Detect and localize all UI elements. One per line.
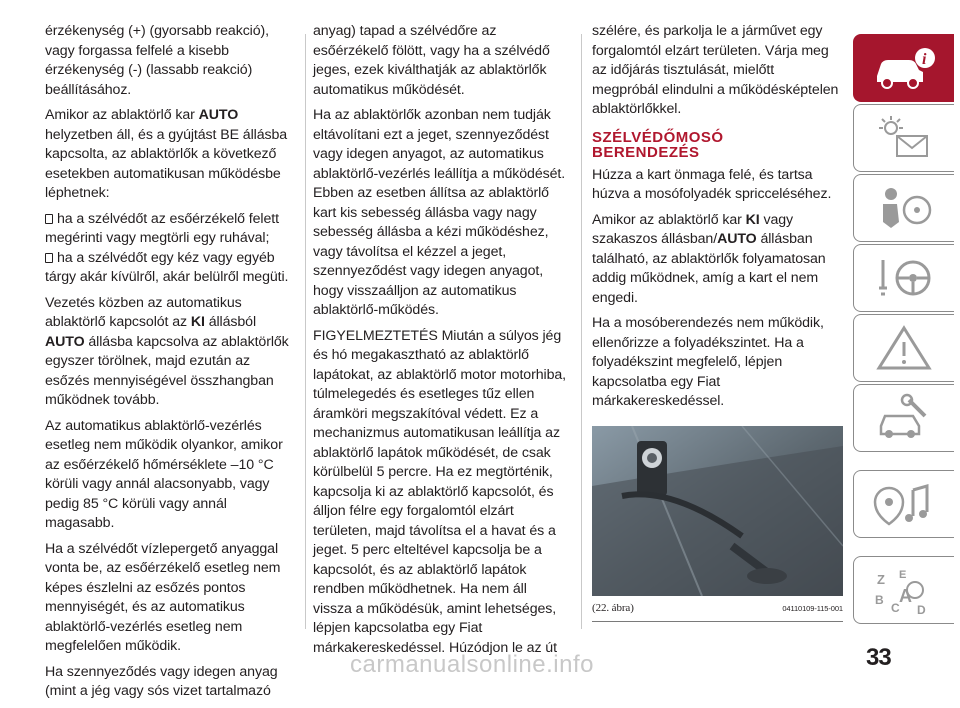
- bold-term: KI: [190, 314, 205, 330]
- bullet-icon: [45, 214, 53, 224]
- text-run: Amikor az ablaktörlő kar: [45, 107, 199, 123]
- bullet-text: ha a szélvédőt egy kéz vagy egyéb tárgy akár kívülről, akár belülről megüti.: [45, 249, 289, 285]
- bullet-icon: [45, 253, 53, 263]
- dashboard-warning-icon: [869, 112, 939, 164]
- wrench-car-icon: [869, 392, 939, 444]
- warning-paragraph: FIGYELMEZTETÉS Miután a súlyos jég és hó megakasztható az ablaktörlő lapátokat, az ablaktörlő motor motorhiba, túlmelegedés és esetleges tűz ellen áramköri megszakítóval védett. Ez a mechanizmus automatikusan leállítja az ablaktörlő lapátok működését, de csak körülbelül 5 percre. Ha ez megtörténik, kapcsolja ki az ablaktörlő kapcsolót, és álljon félre egy forgalomtól elzárt területen, majd távolítsa el a havat és a jeget. 5 perc elteltével kapcsolja be a kapcsolót, és az ablaktörlő lapátok rendben működhetnek. Ha nem áll vissza a működésük, amint lehetséges, lépjen kapcsolatba egy Fiat márkakereskedéssel. Húzódjon le az út: [313, 327, 566, 656]
- tab-safety[interactable]: [853, 174, 954, 242]
- bold-term: KI: [745, 211, 760, 228]
- text-column-3: [592, 22, 844, 622]
- bold-term: AUTO: [717, 231, 757, 247]
- svg-text:E: E: [899, 569, 907, 581]
- text-column-2: [313, 22, 569, 664]
- paragraph: anyag) tapad a szélvédőre az esőérzékelő fölött, vagy ha a szélvédő jeges, ezek kiválthatják az ablaktörlők automatikus működését.: [313, 23, 550, 98]
- text-run: állásban található, az ablaktörlők folyamatosan addig működnek, amíg a kart el nem engedi.: [592, 231, 826, 306]
- figure-label: (22. ábra): [592, 601, 634, 614]
- seat-safety-icon: [869, 182, 939, 234]
- text-run: vagy szakaszos állásban/: [592, 211, 794, 247]
- multimedia-icon: [869, 478, 939, 530]
- alphabetical-index-icon: [869, 564, 939, 616]
- bold-term: AUTO: [198, 107, 239, 123]
- text-run: helyzetben áll, és a gyújtást BE állásba kapcsolta, az ablaktörlők a következő esetekben automatikusan működésbe léphetnek:: [45, 126, 288, 201]
- rain-sensor-photo: [592, 426, 843, 596]
- warning-triangle-icon: [869, 322, 939, 374]
- svg-text:i: i: [922, 51, 927, 68]
- paragraph: szélére, és parkolja le a járművet egy forgalomtól elzárt területen. Várja meg az időjárás tisztulását, mielőtt megpróbál elindulni a működésképtelen ablaktörlőkkel.: [592, 23, 839, 117]
- tab-index[interactable]: [853, 556, 954, 624]
- figure-code: 04110109-115-001: [782, 603, 843, 613]
- svg-text:C: C: [891, 601, 900, 615]
- text-run: Amikor az ablaktörlő kar: [592, 211, 746, 228]
- bullet-item: [45, 249, 297, 288]
- tab-multimedia[interactable]: [853, 470, 954, 538]
- bold-term: AUTO: [45, 333, 85, 350]
- section-heading: [592, 130, 844, 160]
- tab-vehicle-info[interactable]: [853, 34, 954, 102]
- bullet-item: [45, 210, 297, 249]
- text-run: Vezetés közben az automatikus ablaktörlő kapcsolót az: [45, 294, 242, 330]
- paragraph: Húzza a kart önmaga felé, és tartsa húzva a mosófolyadék spricceléséhez.: [592, 166, 832, 202]
- paragraph: Ha a mosóberendezés nem működik, ellenőrizze a folyadékszintet. Ha a folyadékszint megfelelő, lépjen kapcsolatba egy Fiat márkakereskedéssel.: [592, 315, 824, 409]
- steering-wheel-icon: [869, 252, 939, 304]
- tab-dashboard[interactable]: [853, 104, 954, 172]
- text-run: állásból: [204, 314, 257, 330]
- paragraph: [592, 211, 844, 309]
- paragraph: [45, 106, 297, 204]
- tab-starting-driving[interactable]: [853, 244, 954, 312]
- tab-emergency[interactable]: [853, 314, 954, 382]
- windshield-sensor-illustration: [592, 426, 843, 596]
- svg-text:D: D: [917, 603, 926, 616]
- paragraph: érzékenység (+) (gyorsabb reakció), vagy forgassa felfelé a kisebb érzékenység (-) (lassabb reakció) beállításához.: [45, 23, 269, 98]
- bullet-text: ha a szélvédőt az esőérzékelő felett megérinti vagy megtörli egy ruhával;: [45, 210, 279, 246]
- section-heading-line: BERENDEZÉS: [592, 143, 700, 161]
- watermark: carmanualsonline.info: [350, 651, 594, 678]
- column-divider: [581, 34, 582, 629]
- paragraph: Ha az ablaktörlők azonban nem tudják eltávolítani ezt a jeget, szennyeződést vagy idegen anyagot, az automatikus ablaktörlő-vezérlés leállítja a működését. Ebben az esetben állítsa az ablaktörlő kart kis sebesség állásba vagy nagy sebesség állásba a kézi működéshez, vagy távolítsa el kézzel a jeget, szennyeződést vagy idegen anyagot, hogy visszaálljon az automatikus ablaktörlő-működés.: [313, 107, 566, 318]
- column-divider: [305, 34, 306, 629]
- section-heading-line: SZÉLVÉDŐMOSÓ: [592, 128, 724, 146]
- figure-caption: [592, 596, 843, 623]
- text-run: állásba kapcsolva az ablaktörlők egyszer törölnek, majd ezután az esőzés mennyiségével összhangban működnek tovább.: [45, 333, 289, 408]
- svg-text:B: B: [875, 593, 884, 607]
- paragraph: [45, 294, 297, 411]
- paragraph: Ha a szélvédőt vízlepergető anyaggal vonta be, az esőérzékelő esetleg nem képes észlelni az esőzés pontos mennyiségét, és az automatikus ablaktörlő-vezérlés esetleg nem megfelelően működik.: [45, 540, 281, 654]
- page-number: 33: [866, 644, 891, 671]
- svg-text:Z: Z: [877, 572, 885, 587]
- tab-maintenance[interactable]: [853, 384, 954, 452]
- car-info-icon: [869, 42, 939, 94]
- text-column-1: [45, 22, 297, 708]
- svg-text:A: A: [899, 586, 912, 606]
- paragraph: Ha szennyeződés vagy idegen anyag (mint a jég vagy sós vizet tartalmazó: [45, 663, 278, 699]
- paragraph: Az automatikus ablaktörlő-vezérlés esetleg nem működik olyankor, amikor az esőérzékelő hőmérséklete –10 °C körüli vagy annál alacsonyabb, vagy pedig 85 °C körüli vagy annál magasabb.: [45, 417, 283, 531]
